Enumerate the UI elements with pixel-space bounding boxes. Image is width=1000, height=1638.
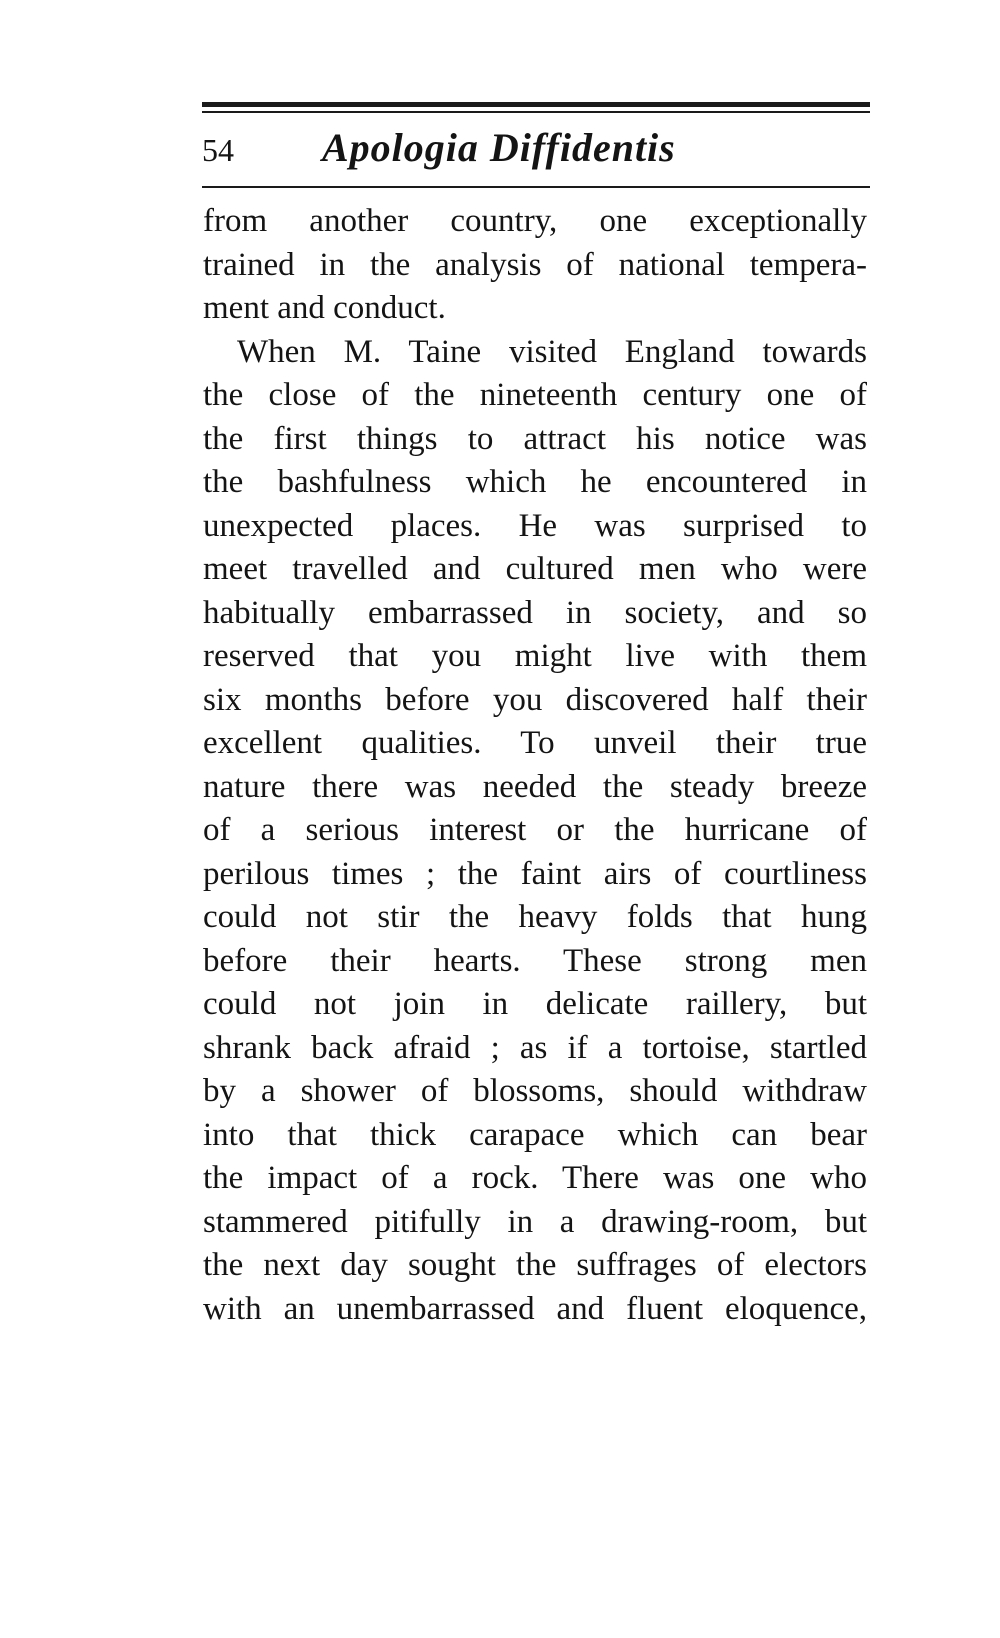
- text-line: before their hearts. These strong men: [203, 942, 867, 979]
- text-line: stammered pitifully in a drawing-room, but: [203, 1203, 867, 1240]
- text-line: reserved that you might live with them: [203, 638, 867, 674]
- header-rule-thick: [202, 102, 870, 107]
- text-line: into that thick carapace which can bear: [203, 1116, 867, 1153]
- text-line: excellent qualities. To unveil their true: [203, 725, 867, 761]
- text-line: the first things to attract his notice was: [203, 420, 867, 457]
- text-line: six months before you discovered half their: [203, 681, 867, 718]
- text-line: the bashfulness which he encountered in: [203, 464, 867, 500]
- text-line: habitually embarrassed in society, and so: [203, 594, 867, 631]
- text-line: When M. Taine visited England towards: [237, 333, 867, 370]
- page-number: 54: [202, 132, 234, 168]
- text-line: the close of the nineteenth century one of: [203, 377, 867, 413]
- page-body: [203, 200, 867, 1331]
- text-line: unexpected places. He was surprised to: [203, 507, 867, 544]
- header-rule-thin: [202, 111, 870, 113]
- text-line: the impact of a rock. There was one who: [203, 1160, 867, 1196]
- text-line: the next day sought the suffrages of electors: [203, 1247, 867, 1283]
- page-header: [202, 126, 870, 176]
- text-line: by a shower of blossoms, should withdraw: [203, 1073, 867, 1109]
- text-line: from another country, one exceptionally: [203, 203, 867, 239]
- running-title: Apologia Diffidentis: [322, 125, 676, 170]
- text-line: could not stir the heavy folds that hung: [203, 899, 867, 935]
- text-line: with an unembarrassed and fluent eloquence,: [203, 1290, 867, 1327]
- text-line: trained in the analysis of national tempera-: [203, 246, 867, 283]
- text-line: perilous times ; the faint airs of courtliness: [203, 855, 867, 892]
- text-line: shrank back afraid ; as if a tortoise, startled: [203, 1029, 867, 1066]
- text-line: ment and conduct.: [203, 290, 446, 326]
- text-line: meet travelled and cultured men who were: [203, 551, 867, 587]
- text-line: nature there was needed the steady breeze: [203, 768, 867, 805]
- text-line: could not join in delicate raillery, but: [203, 986, 867, 1022]
- header-rule-bottom: [202, 186, 870, 188]
- text-line: of a serious interest or the hurricane of: [203, 812, 867, 848]
